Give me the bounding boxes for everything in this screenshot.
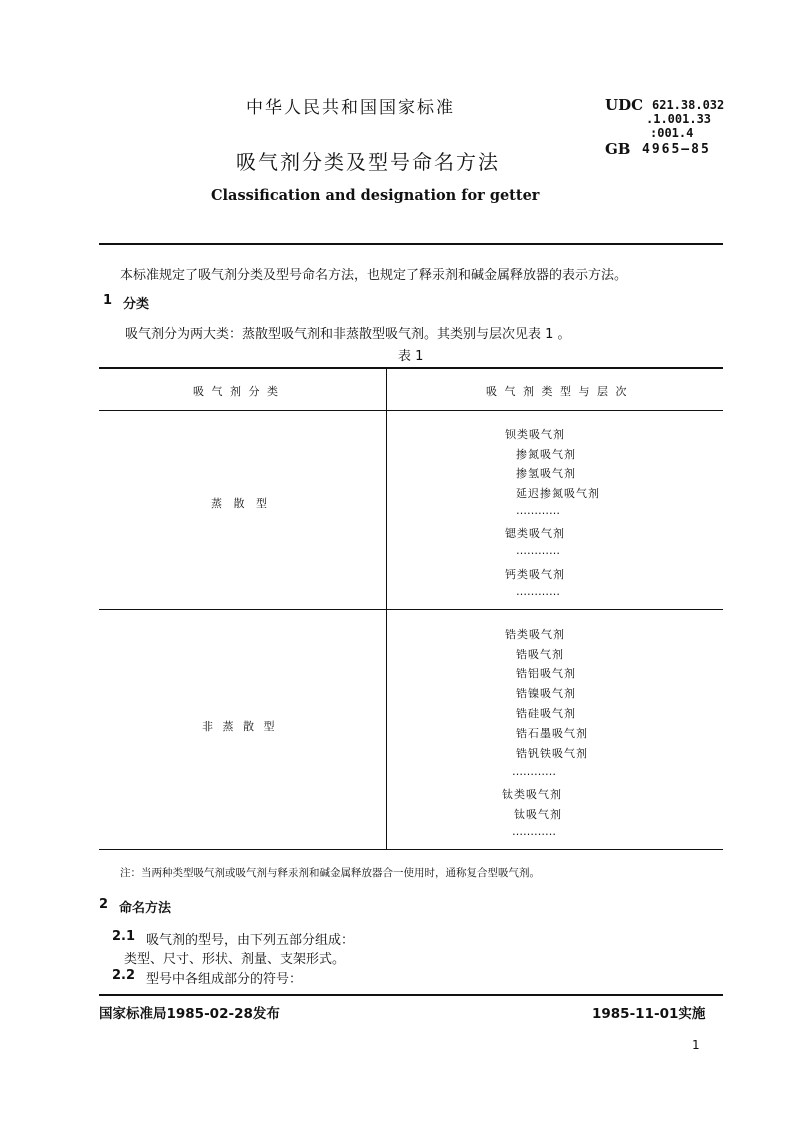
document-title-cn: 吸气剂分类及型号命名方法 bbox=[236, 150, 500, 174]
section-1-text: 吸气剂分为两大类：蒸散型吸气剂和非蒸散型吸气剂。其类别与层次见表 1 。 bbox=[125, 327, 571, 342]
section-2-2-text: 型号中各组成部分的符号： bbox=[146, 972, 303, 987]
section-2-2-number: 2.2 bbox=[112, 968, 136, 983]
table-note: 注：当两种类型吸气剂或吸气剂与释汞剂和碱金属释放器合一使用时，通称复合型吸气剂。 bbox=[120, 867, 540, 879]
table-caption: 表 1 bbox=[398, 349, 424, 364]
table-bottom-rule bbox=[99, 849, 723, 850]
section-1-number: 1 bbox=[103, 293, 113, 308]
footer-rule bbox=[99, 994, 723, 996]
list-item: ………… bbox=[516, 504, 560, 517]
udc-line-2: .1.001.33 bbox=[646, 112, 712, 126]
list-item: 钡类吸气剂 bbox=[505, 428, 565, 441]
category-non-evaporable: 非 蒸 散 型 bbox=[202, 720, 278, 733]
udc-line-3: :001.4 bbox=[650, 126, 694, 140]
list-item: ………… bbox=[516, 544, 560, 557]
table-header-rule bbox=[99, 410, 723, 411]
section-2-1-number: 2.1 bbox=[112, 929, 136, 944]
section-2-number: 2 bbox=[99, 897, 109, 912]
list-item: 锆石墨吸气剂 bbox=[516, 727, 588, 740]
list-item: 掺氢吸气剂 bbox=[516, 467, 576, 480]
list-item: 锆硅吸气剂 bbox=[516, 707, 576, 720]
section-2-1-text: 吸气剂的型号，由下列五部分组成： bbox=[146, 933, 355, 948]
list-item: 锆类吸气剂 bbox=[505, 628, 565, 641]
header-rule bbox=[99, 243, 723, 245]
udc-prefix: UDC bbox=[605, 96, 644, 114]
section-2-1-list: 类型、尺寸、形状、剂量、支架形式。 bbox=[124, 952, 346, 967]
list-item: 掺氮吸气剂 bbox=[516, 448, 576, 461]
list-item: 钛类吸气剂 bbox=[502, 788, 562, 801]
gb-prefix: GB bbox=[605, 140, 631, 158]
list-item: 锆铝吸气剂 bbox=[516, 667, 576, 680]
publish-date: 国家标准局1985-02-28发布 bbox=[99, 1006, 280, 1022]
list-item: 锆镍吸气剂 bbox=[516, 687, 576, 700]
section-1-title: 分类 bbox=[123, 297, 150, 312]
document-title-en: Classification and designation for getter bbox=[211, 187, 540, 204]
list-item: 钙类吸气剂 bbox=[505, 568, 565, 581]
section-2-title: 命名方法 bbox=[119, 901, 172, 916]
list-item: 锆钒铁吸气剂 bbox=[516, 747, 588, 760]
standard-org: 中华人民共和国国家标准 bbox=[246, 98, 455, 118]
list-item: ………… bbox=[516, 585, 560, 598]
list-item: 钛吸气剂 bbox=[514, 808, 562, 821]
list-item: ………… bbox=[512, 765, 556, 778]
table-top-rule bbox=[99, 367, 723, 369]
table-header-classification: 吸 气 剂 分 类 bbox=[193, 385, 280, 398]
list-item: ………… bbox=[512, 825, 556, 838]
list-item: 锶类吸气剂 bbox=[505, 527, 565, 540]
implement-date: 1985-11-01实施 bbox=[592, 1006, 706, 1022]
intro-paragraph: 本标准规定了吸气剂分类及型号命名方法，也规定了释汞剂和碱金属释放器的表示方法。 bbox=[120, 268, 628, 283]
udc-line-1: 621.38.032 bbox=[652, 98, 725, 112]
page-number: 1 bbox=[692, 1038, 700, 1052]
category-evaporable: 蒸 散 型 bbox=[211, 497, 271, 510]
table-row-rule bbox=[99, 609, 723, 610]
list-item: 锆吸气剂 bbox=[516, 648, 564, 661]
gb-number: 4965—85 bbox=[642, 142, 711, 157]
list-item: 延迟掺氮吸气剂 bbox=[516, 487, 600, 500]
table-header-type-level: 吸 气 剂 类 型 与 层 次 bbox=[486, 385, 629, 398]
